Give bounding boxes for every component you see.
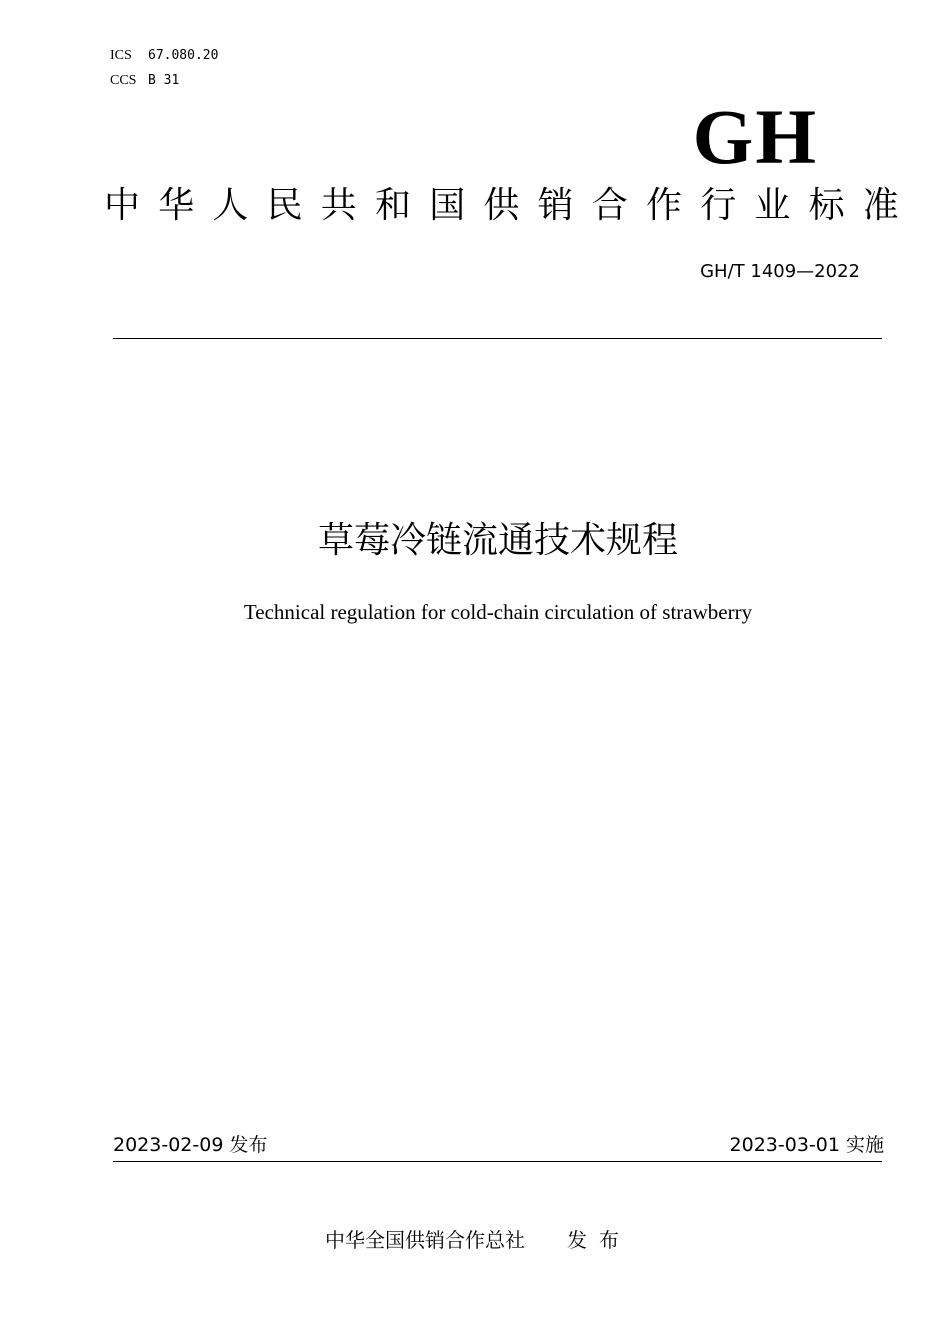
ics-label: ICS	[110, 48, 132, 63]
document-title-english: Technical regulation for cold-chain circulation of strawberry	[243, 600, 753, 624]
implementation-date: 2023-03-01 实施	[729, 1134, 884, 1156]
issuer-action: 发布	[567, 1228, 631, 1252]
ics-classification	[110, 48, 218, 64]
document-title-chinese: 草莓冷链流通技术规程	[317, 520, 678, 561]
footer-divider	[113, 1161, 882, 1162]
issue-date: 2023-02-09 发布	[113, 1134, 268, 1156]
issuer-name: 中华全国供销合作总社	[325, 1228, 525, 1252]
ics-value: 67.080.20	[148, 48, 219, 63]
ccs-classification	[110, 73, 179, 89]
standard-type-title: 中华人民共和国供销合作行业标准	[104, 185, 918, 226]
ccs-value: B 31	[148, 73, 180, 88]
header-divider	[113, 338, 882, 339]
gh-logo: GH	[692, 93, 818, 180]
ccs-label: CCS	[110, 73, 137, 88]
issuer-line	[325, 1226, 631, 1254]
standard-number: GH/T 1409—2022	[700, 261, 860, 282]
